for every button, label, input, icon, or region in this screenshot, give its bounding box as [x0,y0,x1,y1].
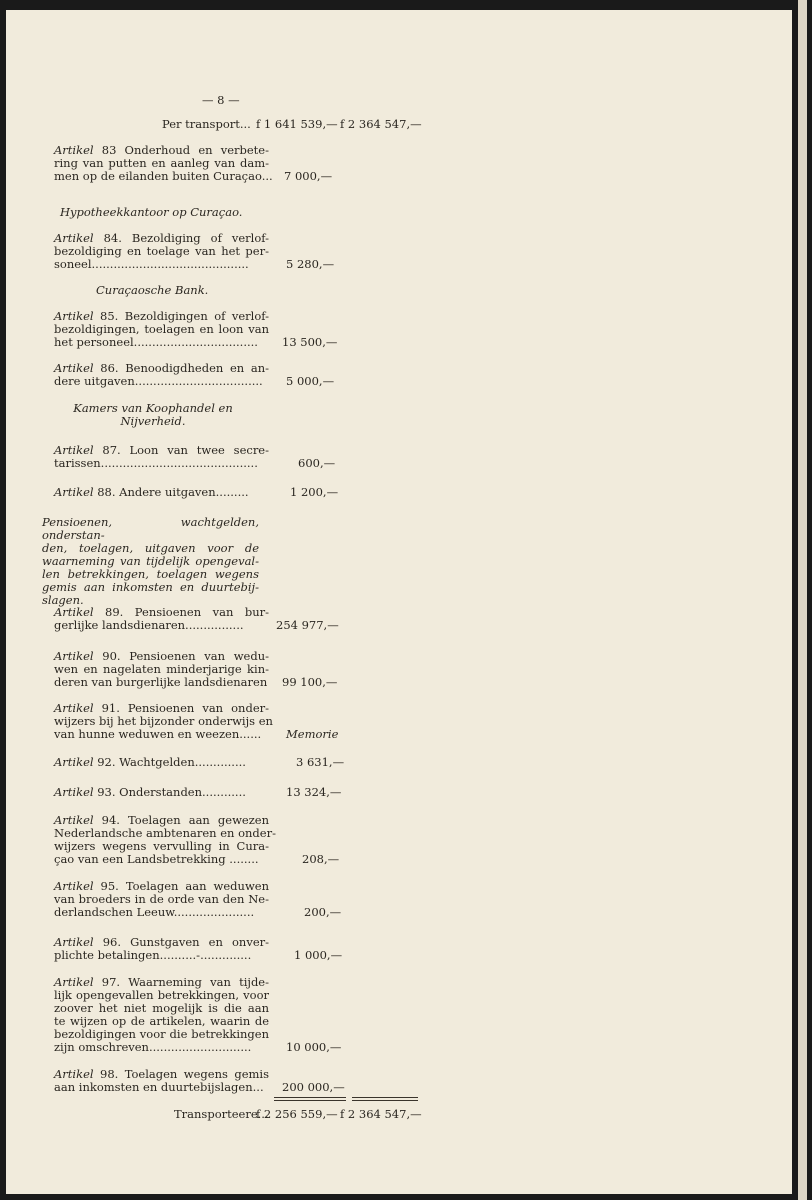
page-binding [794,0,812,1200]
carry-in-col2: f 2 364 547,— [340,117,422,131]
article-98: Artikel 98. Toelagen wegens gemis aan inkomsten en duurtebijslagen... [54,1067,269,1094]
article-95: Artikel 95. Toelagen aan weduwen van broeders in de orde van den Ne- derlandschen Leeuw...................... [54,879,269,919]
article-92: Artikel 92. Wachtgelden.............. [54,755,246,769]
amount-92: 3 631,— [296,755,345,769]
article-93: Artikel 93. Onderstanden............ [54,785,246,799]
article-90: Artikel 90. Pensioenen van wedu- wen en nagelaten minderjarige kin- deren van burgerlijke landsdienaren [54,649,269,689]
article-84: Artikel 84. Bezoldiging of verlof- bezoldiging en toelage van het per- soneel........................................... [54,231,269,271]
amount-87: 600,— [298,456,336,470]
amount-98: 200 000,— [282,1080,345,1094]
page-number: — 8 — [202,93,240,107]
carry-out-label: Transporteere... [174,1107,269,1121]
article-97: Artikel 97. Waarneming van tijde- lijk opengevallen betrekkingen, voor zoover het niet mogelijk is die aan te wijzen op de artikelen, waarin de bezoldigingen voor die betrekkingen zijn omschreven............................ [54,975,269,1054]
amount-85: 13 500,— [282,335,338,349]
article-91: Artikel 91. Pensioenen van onder- wijzers bij het bijzonder onderwijs en van hunne weduwen en weezen...... [54,701,273,741]
article-87: Artikel 87. Loon van twee secre- tarissen........................................... [54,443,270,470]
amount-91: Memorie [286,727,339,741]
carry-in-label: Per transport... [162,117,251,131]
amount-89: 254 977,— [276,618,339,632]
amount-90: 99 100,— [282,675,338,689]
carry-out-col2: f 2 364 547,— [340,1107,422,1121]
section-heading: Pensioenen, wachtgelden, onderstan- den, toelagen, uitgaven voor de waarneming van tijdelijk opengeval- len betrekkingen, toelagen wegens gemis aan inkomsten en duurtebij- slagen. [42,515,259,607]
article-94: Artikel 94. Toelagen aan gewezen Nederlandsche ambtenaren en onder- wijzers wegens vervulling in Cura- çao van een Landsbetrekking ........ [54,813,276,866]
carry-in-col1: f 1 641 539,— [256,117,338,131]
total-rule-col2 [352,1097,418,1098]
section-heading: Curaçaosche Bank. [96,283,209,297]
amount-94: 208,— [302,852,340,866]
amount-95: 200,— [304,905,342,919]
amount-93: 13 324,— [286,785,342,799]
article-86: Artikel 86. Benoodigdheden en an- dere uitgaven................................... [54,361,269,388]
section-heading: Hypotheekkantoor op Curaçao. [60,205,243,219]
carry-out-col1: f 2 256 559,— [256,1107,338,1121]
amount-97: 10 000,— [286,1040,342,1054]
article-96: Artikel 96. Gunstgaven en onver- plichte betalingen..........-.............. [54,935,270,962]
amount-84: 5 280,— [286,257,335,271]
article-83: Artikel 83 Onderhoud en verbete- ring van putten en aanleg van dam- men op de eilanden buiten Curaçao... [54,143,273,183]
amount-83: 7 000,— [284,169,333,183]
total-rule-col2-b [352,1100,418,1101]
article-88: Artikel 88. Andere uitgaven......... [54,485,249,499]
document-page [6,10,792,1194]
amount-86: 5 000,— [286,374,335,388]
article-85: Artikel 85. Bezoldigingen of verlof- bezoldigingen, toelagen en loon van het personeel.................................. [54,309,270,349]
amount-96: 1 000,— [294,948,343,962]
amount-88: 1 200,— [290,485,339,499]
article-89: Artikel 89. Pensioenen van bur- gerlijke landsdienaren................ [54,605,269,632]
section-heading: Kamers van Koophandel en Nijverheid. [73,401,233,428]
total-rule-col1-b [274,1100,346,1101]
total-rule-col1 [274,1097,346,1098]
